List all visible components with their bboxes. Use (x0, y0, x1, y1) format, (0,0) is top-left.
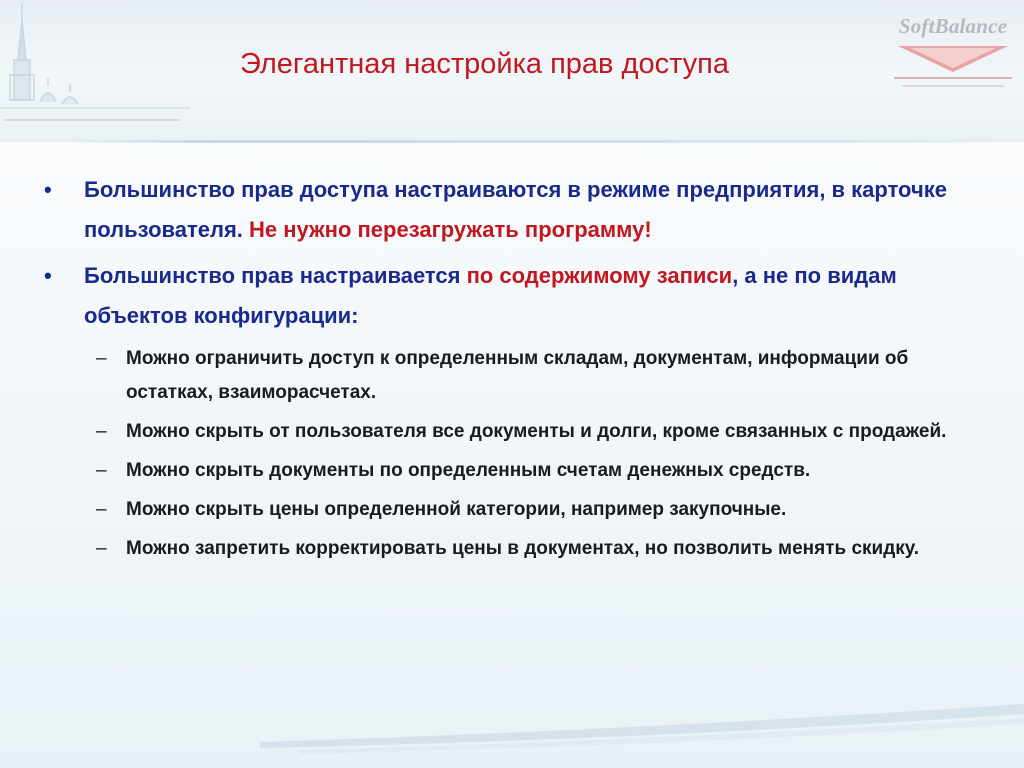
bullet-marker: • (44, 263, 52, 288)
bullet-2-text-end: , а не по видам объектов конфигурации: (84, 263, 897, 328)
sub-item (40, 532, 1000, 566)
bottom-swoosh-decoration (260, 700, 1024, 768)
sub-item (40, 493, 1000, 527)
sub-item (40, 415, 1000, 449)
sub-marker: – (96, 499, 107, 520)
sub-marker: – (96, 348, 107, 369)
sub-item-text: Можно скрыть цены определенной категории, например закупочные. (126, 499, 787, 520)
logo-chevron-icon (888, 42, 1018, 96)
bullet-item-1 (40, 170, 1000, 250)
page-title: Элегантная настройка прав доступа (240, 48, 730, 80)
sub-marker: – (96, 421, 107, 442)
sub-marker: – (96, 460, 107, 481)
sub-list (40, 342, 1000, 566)
softbalance-logo (888, 14, 1018, 94)
sub-item-text: Можно скрыть от пользователя все документы и долги, кроме связанных с продажей. (126, 421, 947, 442)
sub-item-text: Можно скрыть документы по определенным счетам денежных средств. (126, 460, 811, 481)
bullet-item-2 (40, 256, 1000, 336)
bullet-2-text-start: Большинство прав настраивается (84, 263, 467, 288)
sub-item-text: Можно ограничить доступ к определенным складам, документам, информации об остатках, взаиморасчетах. (126, 348, 909, 403)
sub-item-text: Можно запретить корректировать цены в документах, но позволить менять скидку. (126, 538, 919, 559)
sub-marker: – (96, 538, 107, 559)
bullet-2-highlight: по содержимому записи (466, 263, 733, 288)
bullet-marker: • (44, 177, 52, 202)
sub-item (40, 342, 1000, 410)
header-divider (60, 140, 1024, 143)
bullet-1-highlight: Не нужно перезагружать программу! (249, 217, 652, 242)
sub-item (40, 454, 1000, 488)
content-area (40, 170, 1000, 571)
logo-text: SoftBalance (898, 14, 1008, 38)
cathedral-spire-icon (0, 0, 200, 142)
bullet-1-text: Большинство прав доступа настраиваются в режиме предприятия, в карточке пользователя. (84, 177, 947, 242)
